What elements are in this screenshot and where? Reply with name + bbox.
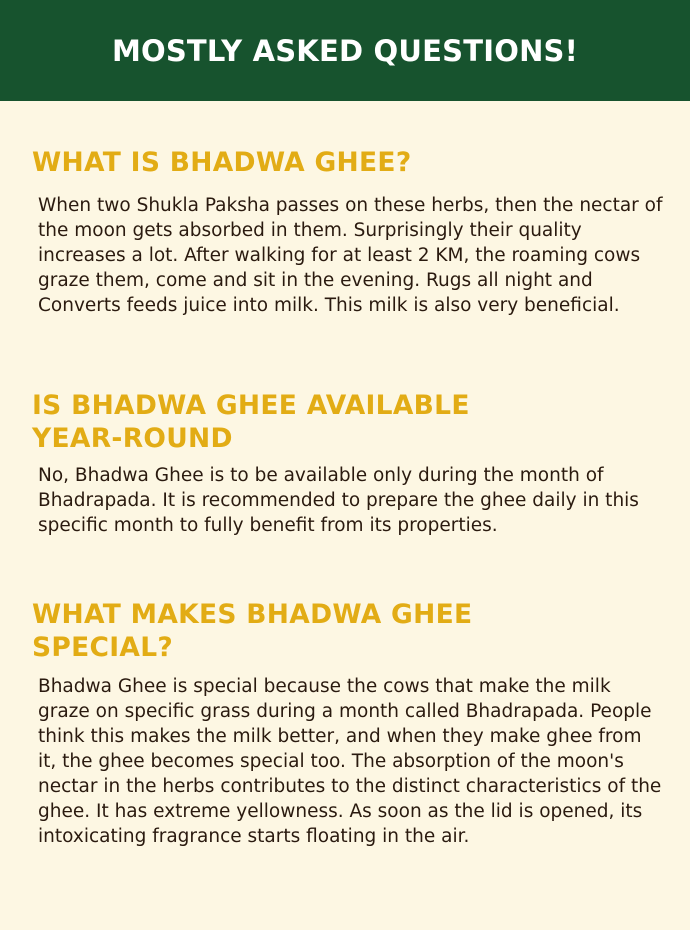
faq-question: WHAT MAKES BHADWA GHEE SPECIAL? bbox=[32, 599, 473, 663]
faq-item-what-is-bhadwa-ghee bbox=[0, 146, 690, 318]
faq-answer: Bhadwa Ghee is special because the cows that make the milk graze on specific grass during a month called Bhadrapada. People think this makes the milk better, and when they make ghee from it, the ghee becomes special too. The absorption of the moon's nectar in the herbs contributes to the distinct characteristics of the ghee. It has extreme yellowness. As soon as the lid is opened, its intoxicating fragrance starts floating in the air. bbox=[38, 676, 662, 847]
faq-answer: When two Shukla Paksha passes on these herbs, then the nectar of the moon gets absorbed in them. Surprisingly their quality increases a lot. After walking for at least 2 KM, the roaming cows graze them, come and sit in the evening. Rugs all night and Converts feeds juice into milk. This milk is also very beneficial. bbox=[38, 195, 663, 316]
faq-item-availability bbox=[0, 389, 690, 538]
faq-question: WHAT IS BHADWA GHEE? bbox=[32, 147, 412, 178]
faq-item-what-makes-special bbox=[0, 598, 690, 849]
page-header bbox=[0, 0, 690, 101]
faq-question: IS BHADWA GHEE AVAILABLE YEAR-ROUND bbox=[32, 390, 470, 454]
faq-answer: No, Bhadwa Ghee is to be available only during the month of Bhadrapada. It is recommended to prepare the ghee daily in this specific month to fully benefit from its properties. bbox=[38, 465, 639, 536]
page-title: MOSTLY ASKED QUESTIONS! bbox=[111, 33, 579, 68]
